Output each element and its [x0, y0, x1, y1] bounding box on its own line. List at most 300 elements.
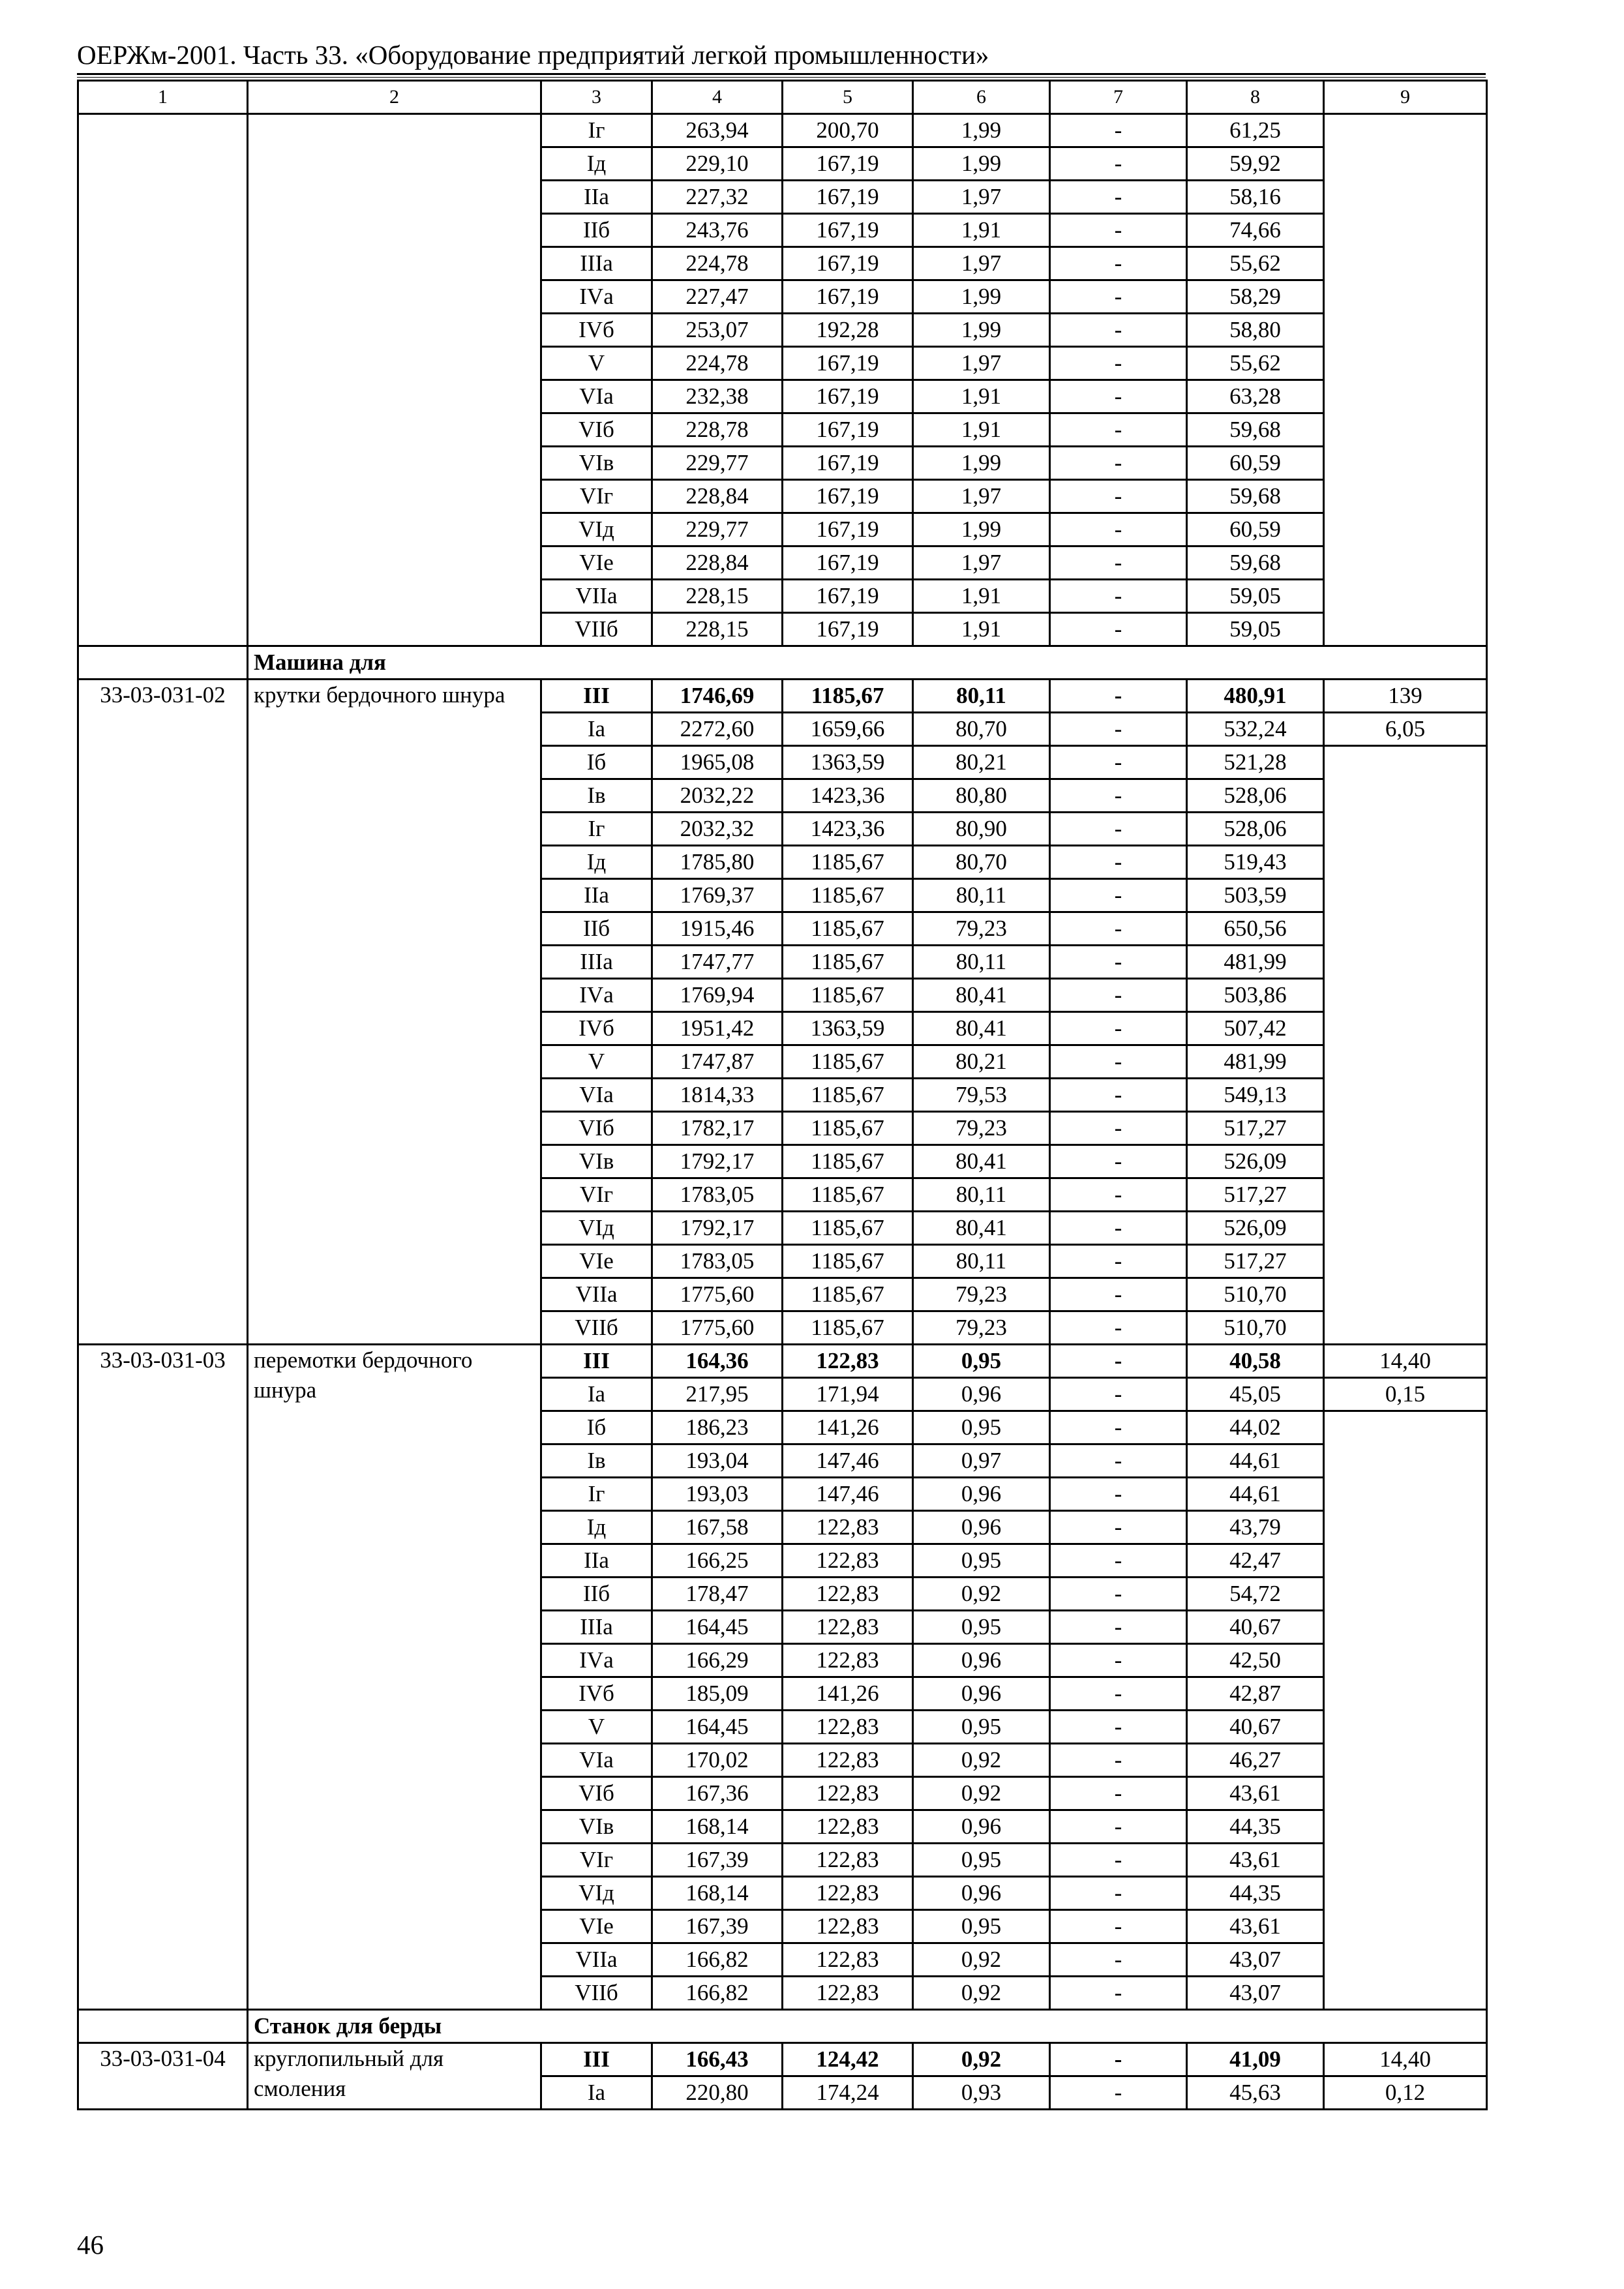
column-number-row	[78, 81, 1487, 114]
norm-value-cell: 6,05	[1324, 713, 1487, 746]
total-cost-cell: 229,10	[652, 147, 783, 181]
zone-cell: VIг	[541, 480, 652, 513]
total-cost-cell: 164,45	[652, 1611, 783, 1644]
wages-machinists-cell: -	[1050, 1744, 1187, 1777]
wages-machinists-cell: -	[1050, 979, 1187, 1012]
wages-machinists-cell: -	[1050, 1578, 1187, 1611]
wages-machinists-cell: -	[1050, 1544, 1187, 1578]
total-cost-cell: 224,78	[652, 247, 783, 280]
zone-cell: IIа	[541, 879, 652, 912]
item-code: 33-03-031-04	[78, 2043, 248, 2110]
zone-cell: VIIа	[541, 1943, 652, 1977]
wages-cell: 122,83	[783, 1977, 913, 2010]
column-number: 2	[248, 81, 541, 114]
total-cost-cell: 228,84	[652, 480, 783, 513]
machines-cell: 80,11	[913, 680, 1050, 713]
norm-value-empty	[1324, 1411, 1487, 2010]
wages-cell: 122,83	[783, 1943, 913, 1977]
total-cost-cell: 170,02	[652, 1744, 783, 1777]
wages-cell: 167,19	[783, 613, 913, 646]
materials-cell: 510,70	[1187, 1278, 1324, 1311]
zone-cell: IIб	[541, 214, 652, 247]
zone-cell: IVа	[541, 280, 652, 314]
wages-cell: 174,24	[783, 2076, 913, 2110]
wages-cell: 200,70	[783, 114, 913, 147]
materials-cell: 43,79	[1187, 1511, 1324, 1544]
wages-cell: 1185,67	[783, 1245, 913, 1278]
zone-cell: IVб	[541, 314, 652, 347]
zone-cell: VIе	[541, 1245, 652, 1278]
zone-cell: VIе	[541, 1910, 652, 1943]
zone-cell: IVа	[541, 979, 652, 1012]
wages-machinists-cell: -	[1050, 1278, 1187, 1311]
machines-cell: 1,99	[913, 447, 1050, 480]
wages-cell: 192,28	[783, 314, 913, 347]
materials-cell: 59,68	[1187, 546, 1324, 580]
materials-cell: 521,28	[1187, 746, 1324, 779]
zone-cell: Iд	[541, 846, 652, 879]
wages-cell: 147,46	[783, 1444, 913, 1478]
total-cost-cell: 1792,17	[652, 1145, 783, 1178]
code-cell-empty	[78, 114, 248, 646]
wages-cell: 147,46	[783, 1478, 913, 1511]
wages-cell: 1363,59	[783, 1012, 913, 1045]
materials-cell: 45,05	[1187, 1378, 1324, 1411]
total-cost-cell: 1747,77	[652, 946, 783, 979]
wages-cell: 1185,67	[783, 1112, 913, 1145]
wages-machinists-cell: -	[1050, 1511, 1187, 1544]
materials-cell: 41,09	[1187, 2043, 1324, 2076]
wages-machinists-cell: -	[1050, 2076, 1187, 2110]
materials-cell: 532,24	[1187, 713, 1324, 746]
materials-cell: 42,47	[1187, 1544, 1324, 1578]
materials-cell: 507,42	[1187, 1012, 1324, 1045]
materials-cell: 43,07	[1187, 1943, 1324, 1977]
wages-cell: 1185,67	[783, 1212, 913, 1245]
total-cost-cell: 193,04	[652, 1444, 783, 1478]
wages-cell: 167,19	[783, 513, 913, 546]
machines-cell: 0,95	[913, 1844, 1050, 1877]
machines-cell: 0,92	[913, 1943, 1050, 1977]
materials-cell: 549,13	[1187, 1079, 1324, 1112]
zone-cell: IIб	[541, 1578, 652, 1611]
zone-cell: Iг	[541, 813, 652, 846]
machines-cell: 0,95	[913, 1345, 1050, 1378]
wages-machinists-cell: -	[1050, 613, 1187, 646]
zone-cell: IIа	[541, 1544, 652, 1578]
machines-cell: 79,23	[913, 1311, 1050, 1345]
zone-cell: VIв	[541, 447, 652, 480]
total-cost-cell: 1782,17	[652, 1112, 783, 1145]
materials-cell: 526,09	[1187, 1145, 1324, 1178]
materials-cell: 481,99	[1187, 946, 1324, 979]
wages-machinists-cell: -	[1050, 1178, 1187, 1212]
wages-cell: 167,19	[783, 280, 913, 314]
machines-cell: 80,41	[913, 1212, 1050, 1245]
total-cost-cell: 1769,37	[652, 879, 783, 912]
wages-cell: 167,19	[783, 214, 913, 247]
materials-cell: 43,61	[1187, 1910, 1324, 1943]
total-cost-cell: 167,39	[652, 1910, 783, 1943]
wages-cell: 122,83	[783, 1345, 913, 1378]
machines-cell: 1,99	[913, 114, 1050, 147]
total-cost-cell: 263,94	[652, 114, 783, 147]
zone-cell: IIб	[541, 912, 652, 946]
zone-cell: III	[541, 2043, 652, 2076]
wages-machinists-cell: -	[1050, 380, 1187, 413]
zone-cell: VIб	[541, 1777, 652, 1810]
total-cost-cell: 232,38	[652, 380, 783, 413]
zone-cell: IIа	[541, 181, 652, 214]
materials-cell: 480,91	[1187, 680, 1324, 713]
machines-cell: 79,53	[913, 1079, 1050, 1112]
machines-cell: 80,11	[913, 1178, 1050, 1212]
column-number: 6	[913, 81, 1050, 114]
page-header: ОЕРЖм-2001. Часть 33. «Оборудование предприятий легкой промышленности»	[77, 40, 989, 70]
materials-cell: 59,68	[1187, 480, 1324, 513]
wages-cell: 1185,67	[783, 979, 913, 1012]
materials-cell: 44,61	[1187, 1478, 1324, 1511]
total-cost-cell: 1775,60	[652, 1278, 783, 1311]
name-cell-empty	[248, 114, 541, 646]
wages-cell: 141,26	[783, 1677, 913, 1711]
zone-cell: Iв	[541, 1444, 652, 1478]
total-cost-cell: 166,82	[652, 1977, 783, 2010]
materials-cell: 43,07	[1187, 1977, 1324, 2010]
materials-cell: 44,61	[1187, 1444, 1324, 1478]
header-rule-thin	[77, 77, 1486, 78]
zone-cell: VIб	[541, 1112, 652, 1145]
wages-machinists-cell: -	[1050, 1810, 1187, 1844]
zone-cell: Iа	[541, 1378, 652, 1411]
wages-machinists-cell: -	[1050, 813, 1187, 846]
machines-cell: 80,21	[913, 1045, 1050, 1079]
wages-cell: 1185,67	[783, 1079, 913, 1112]
wages-machinists-cell: -	[1050, 580, 1187, 613]
machines-cell: 0,95	[913, 1711, 1050, 1744]
total-cost-cell: 1747,87	[652, 1045, 783, 1079]
wages-cell: 167,19	[783, 347, 913, 380]
materials-cell: 510,70	[1187, 1311, 1324, 1345]
wages-machinists-cell: -	[1050, 280, 1187, 314]
materials-cell: 40,67	[1187, 1611, 1324, 1644]
zone-cell: Iв	[541, 779, 652, 813]
materials-cell: 481,99	[1187, 1045, 1324, 1079]
zone-cell: III	[541, 1345, 652, 1378]
materials-cell: 44,35	[1187, 1810, 1324, 1844]
zone-cell: Iб	[541, 746, 652, 779]
machines-cell: 0,95	[913, 1544, 1050, 1578]
materials-cell: 45,63	[1187, 2076, 1324, 2110]
total-cost-cell: 229,77	[652, 447, 783, 480]
total-cost-cell: 1775,60	[652, 1311, 783, 1345]
materials-cell: 44,35	[1187, 1877, 1324, 1910]
wages-cell: 1185,67	[783, 1311, 913, 1345]
machines-cell: 1,91	[913, 214, 1050, 247]
wages-cell: 122,83	[783, 1777, 913, 1810]
wages-cell: 1185,67	[783, 912, 913, 946]
machines-cell: 1,99	[913, 280, 1050, 314]
zone-cell: VIб	[541, 413, 652, 447]
zone-cell: VIIб	[541, 1311, 652, 1345]
table-row	[78, 114, 1487, 147]
machines-cell: 1,99	[913, 314, 1050, 347]
norm-value-cell: 14,40	[1324, 1345, 1487, 1378]
total-cost-cell: 224,78	[652, 347, 783, 380]
total-cost-cell: 178,47	[652, 1578, 783, 1611]
total-cost-cell: 228,15	[652, 580, 783, 613]
total-cost-cell: 1769,94	[652, 979, 783, 1012]
materials-cell: 44,02	[1187, 1411, 1324, 1444]
price-table	[77, 80, 1488, 2110]
materials-cell: 519,43	[1187, 846, 1324, 879]
page-number: 46	[77, 2230, 104, 2260]
total-cost-cell: 168,14	[652, 1810, 783, 1844]
machines-cell: 80,80	[913, 779, 1050, 813]
zone-cell: VIа	[541, 380, 652, 413]
wages-machinists-cell: -	[1050, 1245, 1187, 1278]
wages-cell: 1659,66	[783, 713, 913, 746]
zone-cell: III	[541, 680, 652, 713]
wages-cell: 1185,67	[783, 1278, 913, 1311]
total-cost-cell: 228,84	[652, 546, 783, 580]
machines-cell: 80,11	[913, 946, 1050, 979]
materials-cell: 59,92	[1187, 147, 1324, 181]
machines-cell: 1,99	[913, 147, 1050, 181]
total-cost-cell: 166,43	[652, 2043, 783, 2076]
zone-cell: V	[541, 1711, 652, 1744]
wages-cell: 122,83	[783, 1511, 913, 1544]
wages-cell: 122,83	[783, 1578, 913, 1611]
item-name: крутки бердочного шнура	[248, 680, 541, 1345]
materials-cell: 59,05	[1187, 613, 1324, 646]
wages-machinists-cell: -	[1050, 1378, 1187, 1411]
machines-cell: 80,41	[913, 1012, 1050, 1045]
column-number: 4	[652, 81, 783, 114]
item-code: 33-03-031-02	[78, 680, 248, 1345]
wages-cell: 167,19	[783, 147, 913, 181]
zone-cell: V	[541, 347, 652, 380]
wages-machinists-cell: -	[1050, 1677, 1187, 1711]
total-cost-cell: 1951,42	[652, 1012, 783, 1045]
materials-cell: 503,59	[1187, 879, 1324, 912]
wages-cell: 167,19	[783, 181, 913, 214]
total-cost-cell: 2272,60	[652, 713, 783, 746]
zone-cell: IIIа	[541, 247, 652, 280]
wages-machinists-cell: -	[1050, 846, 1187, 879]
item-name: перемотки бердочного шнура	[248, 1345, 541, 2010]
table-row	[78, 2043, 1487, 2076]
machines-cell: 0,96	[913, 1877, 1050, 1910]
materials-cell: 55,62	[1187, 247, 1324, 280]
wages-cell: 1185,67	[783, 846, 913, 879]
wages-machinists-cell: -	[1050, 1777, 1187, 1810]
column-number: 5	[783, 81, 913, 114]
zone-cell: VIа	[541, 1079, 652, 1112]
zone-cell: Iа	[541, 713, 652, 746]
materials-cell: 59,05	[1187, 580, 1324, 613]
machines-cell: 0,92	[913, 1578, 1050, 1611]
materials-cell: 528,06	[1187, 779, 1324, 813]
wages-machinists-cell: -	[1050, 314, 1187, 347]
total-cost-cell: 217,95	[652, 1378, 783, 1411]
materials-cell: 517,27	[1187, 1178, 1324, 1212]
wages-machinists-cell: -	[1050, 347, 1187, 380]
wages-machinists-cell: -	[1050, 480, 1187, 513]
total-cost-cell: 228,78	[652, 413, 783, 447]
wages-machinists-cell: -	[1050, 1711, 1187, 1744]
wages-machinists-cell: -	[1050, 546, 1187, 580]
zone-cell: VIIа	[541, 580, 652, 613]
wages-cell: 167,19	[783, 580, 913, 613]
wages-machinists-cell: -	[1050, 1145, 1187, 1178]
wages-cell: 122,83	[783, 1644, 913, 1677]
zone-cell: V	[541, 1045, 652, 1079]
materials-cell: 42,87	[1187, 1677, 1324, 1711]
total-cost-cell: 1792,17	[652, 1212, 783, 1245]
zone-cell: VIд	[541, 1877, 652, 1910]
wages-cell: 1423,36	[783, 779, 913, 813]
total-cost-cell: 1746,69	[652, 680, 783, 713]
wages-cell: 141,26	[783, 1411, 913, 1444]
machines-cell: 80,11	[913, 1245, 1050, 1278]
materials-cell: 517,27	[1187, 1112, 1324, 1145]
total-cost-cell: 227,47	[652, 280, 783, 314]
table-row	[78, 1345, 1487, 1378]
materials-cell: 59,68	[1187, 413, 1324, 447]
materials-cell: 60,59	[1187, 513, 1324, 546]
wages-machinists-cell: -	[1050, 1478, 1187, 1511]
norm-value-cell: 0,12	[1324, 2076, 1487, 2110]
machines-cell: 80,21	[913, 746, 1050, 779]
wages-machinists-cell: -	[1050, 912, 1187, 946]
machines-cell: 0,92	[913, 1777, 1050, 1810]
materials-cell: 650,56	[1187, 912, 1324, 946]
wages-cell: 1185,67	[783, 1145, 913, 1178]
materials-cell: 528,06	[1187, 813, 1324, 846]
table-row	[78, 680, 1487, 713]
machines-cell: 1,91	[913, 613, 1050, 646]
total-cost-cell: 220,80	[652, 2076, 783, 2110]
machines-cell: 80,90	[913, 813, 1050, 846]
wages-machinists-cell: -	[1050, 247, 1187, 280]
norm-value-cell: 14,40	[1324, 2043, 1487, 2076]
materials-cell: 55,62	[1187, 347, 1324, 380]
zone-cell: VIIб	[541, 1977, 652, 2010]
total-cost-cell: 193,03	[652, 1478, 783, 1511]
materials-cell: 40,58	[1187, 1345, 1324, 1378]
total-cost-cell: 166,82	[652, 1943, 783, 1977]
wages-cell: 1185,67	[783, 879, 913, 912]
zone-cell: IVа	[541, 1644, 652, 1677]
norm-value-empty	[1324, 746, 1487, 1345]
wages-machinists-cell: -	[1050, 746, 1187, 779]
machines-cell: 0,96	[913, 1677, 1050, 1711]
machines-cell: 1,91	[913, 580, 1050, 613]
materials-cell: 46,27	[1187, 1744, 1324, 1777]
machines-cell: 1,99	[913, 513, 1050, 546]
zone-cell: IVб	[541, 1012, 652, 1045]
machines-cell: 80,70	[913, 713, 1050, 746]
wages-machinists-cell: -	[1050, 181, 1187, 214]
wages-machinists-cell: -	[1050, 1045, 1187, 1079]
zone-cell: Iа	[541, 2076, 652, 2110]
wages-machinists-cell: -	[1050, 1444, 1187, 1478]
machines-cell: 79,23	[913, 1112, 1050, 1145]
machines-cell: 0,95	[913, 1910, 1050, 1943]
wages-machinists-cell: -	[1050, 1345, 1187, 1378]
wages-cell: 122,83	[783, 1844, 913, 1877]
total-cost-cell: 228,15	[652, 613, 783, 646]
wages-machinists-cell: -	[1050, 413, 1187, 447]
wages-machinists-cell: -	[1050, 779, 1187, 813]
machines-cell: 0,96	[913, 1810, 1050, 1844]
wages-machinists-cell: -	[1050, 1411, 1187, 1444]
wages-cell: 1185,67	[783, 1045, 913, 1079]
column-number: 9	[1324, 81, 1487, 114]
wages-cell: 1185,67	[783, 1178, 913, 1212]
wages-cell: 167,19	[783, 447, 913, 480]
column-number: 3	[541, 81, 652, 114]
materials-cell: 40,67	[1187, 1711, 1324, 1744]
column-number: 8	[1187, 81, 1324, 114]
total-cost-cell: 1783,05	[652, 1178, 783, 1212]
wages-machinists-cell: -	[1050, 1943, 1187, 1977]
total-cost-cell: 243,76	[652, 214, 783, 247]
materials-cell: 526,09	[1187, 1212, 1324, 1245]
total-cost-cell: 164,45	[652, 1711, 783, 1744]
wages-cell: 122,83	[783, 1611, 913, 1644]
total-cost-cell: 229,77	[652, 513, 783, 546]
wages-machinists-cell: -	[1050, 1644, 1187, 1677]
machines-cell: 0,92	[913, 2043, 1050, 2076]
materials-cell: 58,29	[1187, 280, 1324, 314]
total-cost-cell: 2032,22	[652, 779, 783, 813]
materials-cell: 54,72	[1187, 1578, 1324, 1611]
zone-cell: Iг	[541, 114, 652, 147]
total-cost-cell: 166,29	[652, 1644, 783, 1677]
materials-cell: 43,61	[1187, 1777, 1324, 1810]
total-cost-cell: 167,58	[652, 1511, 783, 1544]
total-cost-cell: 167,39	[652, 1844, 783, 1877]
materials-cell: 58,16	[1187, 181, 1324, 214]
machines-cell: 80,70	[913, 846, 1050, 879]
machines-cell: 0,95	[913, 1611, 1050, 1644]
materials-cell: 42,50	[1187, 1644, 1324, 1677]
machines-cell: 1,91	[913, 380, 1050, 413]
total-cost-cell: 166,25	[652, 1544, 783, 1578]
col9-cell-empty	[1324, 114, 1487, 646]
column-number: 1	[78, 81, 248, 114]
group-title: Станок для берды	[248, 2010, 1487, 2043]
total-cost-cell: 1785,80	[652, 846, 783, 879]
zone-cell: IIIа	[541, 1611, 652, 1644]
machines-cell: 1,97	[913, 181, 1050, 214]
machines-cell: 0,96	[913, 1478, 1050, 1511]
total-cost-cell: 168,14	[652, 1877, 783, 1910]
wages-machinists-cell: -	[1050, 1212, 1187, 1245]
zone-cell: VIв	[541, 1810, 652, 1844]
machines-cell: 79,23	[913, 1278, 1050, 1311]
machines-cell: 0,92	[913, 1977, 1050, 2010]
materials-cell: 63,28	[1187, 380, 1324, 413]
item-code: 33-03-031-03	[78, 1345, 248, 2010]
wages-machinists-cell: -	[1050, 1079, 1187, 1112]
wages-cell: 122,83	[783, 1810, 913, 1844]
group-title: Машина для	[248, 646, 1487, 680]
wages-machinists-cell: -	[1050, 447, 1187, 480]
total-cost-cell: 167,36	[652, 1777, 783, 1810]
